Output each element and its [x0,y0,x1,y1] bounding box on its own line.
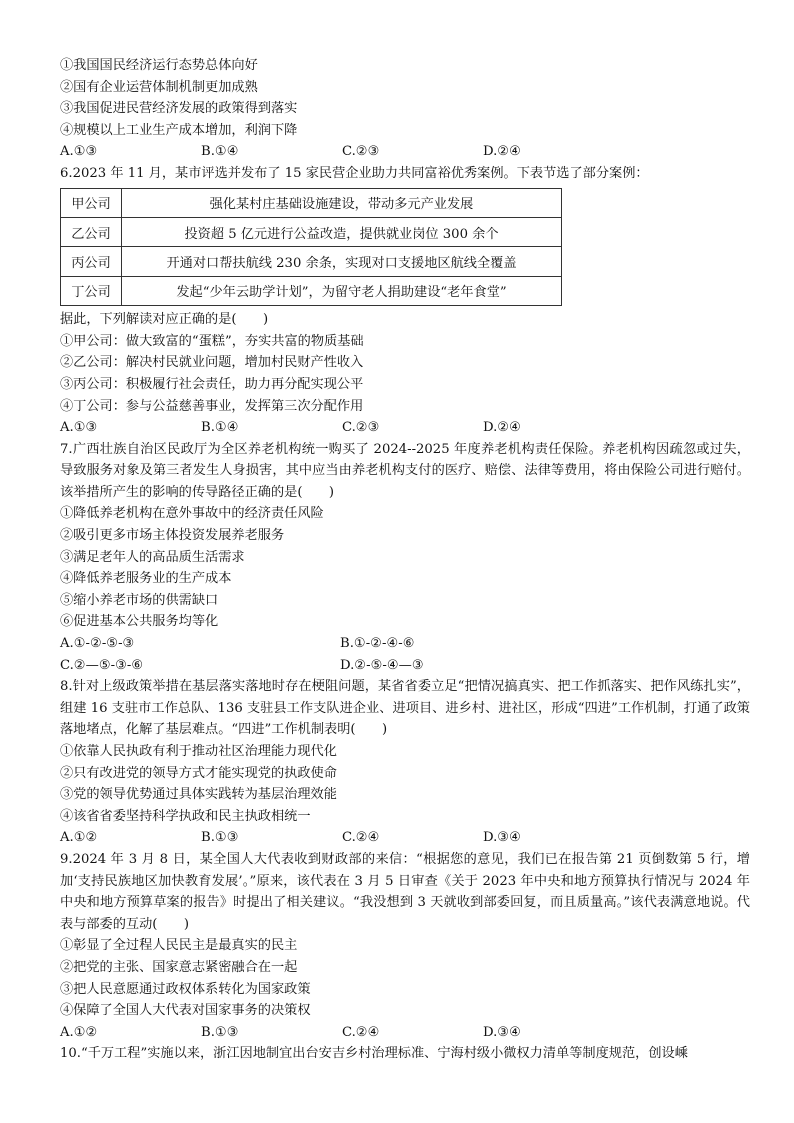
q7-option-c: C.②—⑤-③-⑥ [60,657,144,673]
q7-items [60,503,750,633]
q7-item: ②吸引更多市场主体投资发展养老服务 [60,528,285,544]
q7-options-row1 [60,633,750,655]
q6-items [60,331,750,417]
q7-item: ⑥促进基本公共服务均等化 [60,614,219,630]
q9-item: ②把党的主张、国家意志紧密融合在一起 [60,959,298,975]
case-cell: 发起“少年云助学计划”，为留守老人捐助建设“老年食堂” [122,276,562,305]
q6-options [60,417,750,439]
q5-item: ③我国促进民营经济发展的政策得到落实 [60,101,298,117]
q5-option-b: B.①④ [201,144,239,160]
q6-question: 据此，下列解读对应正确的是( ) [60,312,269,328]
case-cell: 强化某村庄基础设施建设，带动多元产业发展 [122,188,562,217]
q9-item: ①彰显了全过程人民民主是最真实的民主 [60,938,298,954]
q6-case-table [60,188,562,307]
q8-option-d: D.③④ [483,830,521,846]
q9-option-b: B.①③ [201,1024,239,1040]
q8-option-b: B.①③ [201,830,239,846]
company-cell: 甲公司 [61,188,122,217]
exam-page [60,55,750,1065]
company-cell: 丁公司 [61,276,122,305]
q7-item: ⑤缩小养老市场的供需缺口 [60,592,219,608]
q6-item: ①甲公司：做大致富的“蛋糕”，夯实共富的物质基础 [60,333,364,349]
q6-option-d: D.②④ [483,420,521,436]
q9-option-c: C.②④ [342,1024,380,1040]
q7-item: ①降低养老机构在意外事故中的经济责任风险 [60,506,324,522]
q6-item: ②乙公司：解决村民就业问题，增加村民财产性收入 [60,355,364,371]
q7-stem: 7.广西壮族自治区民政厅为全区养老机构统一购买了 2024--2025 年度养老机构责任保险。养老机构因疏忽或过失，导致服务对象及第三者发生人身损害，其中应当由养老机构支付的医疗、赔偿、法律等费用，将由保险公司进行赔付。该举措所产生的影响的传导路径正确的是( ) [60,441,750,500]
q5-option-a: A.①③ [60,144,98,160]
q9-items [60,935,750,1021]
q5-item: ④规模以上工业生产成本增加，利润下降 [60,122,298,138]
q5-option-d: D.②④ [483,144,521,160]
q5-item: ②国有企业运营体制机制更加成熟 [60,79,258,95]
q9-option-a: A.①② [60,1024,98,1040]
table-row [61,217,562,246]
q8-item: ④该省省委坚持科学执政和民主执政相统一 [60,808,311,824]
case-cell: 开通对口帮扶航线 230 余条，实现对口支援地区航线全覆盖 [122,247,562,276]
q5-items [60,55,750,141]
q9-options [60,1022,750,1044]
q8-stem: 8.针对上级政策举措在基层落实落地时存在梗阻问题，某省省委立足“把情况搞真实、把工作抓落实、把作风练扎实”，组建 16 支驻市工作总队、136 支驻县工作支队进企业、进项目、进乡村、进社区，形成“四进”工作机制，打通了政策落地堵点，化解了基层难点。“四进”工作机制表明( ) [60,679,750,738]
q8-options [60,827,750,849]
case-cell: 投资超 5 亿元进行公益改造，提供就业岗位 300 余个 [122,217,562,246]
q7-option-a: A.①-②-⑤-③ [60,636,135,652]
q6-item: ④丁公司：参与公益慈善事业，发挥第三次分配作用 [60,398,364,414]
q7-options-row2 [60,655,750,677]
q7-item: ③满足老年人的高品质生活需求 [60,549,245,565]
table-row [61,247,562,276]
q9-stem: 9.2024 年 3 月 8 日，某全国人大代表收到财政部的来信：“根据您的意见，我们已在报告第 21 页倒数第 5 行，增加‘支持民族地区加快教育发展’。”原来，该代表在 3 月 5 日审查《关于 2023 年中央和地方预算执行情况与 2024 年中央和地方预算草案的报告》时提出了相关建议。“我没想到 3 天就收到部委回复，而且质量高。”该代表满意地说。代表与部委的互动( ) [60,851,750,932]
q8-item: ①依靠人民执政有利于推动社区治理能力现代化 [60,744,337,759]
q6-stem: 6.2023 年 11 月，某市评选并发布了 15 家民营企业助力共同富裕优秀案例。下表节选了部分案例： [60,165,649,181]
q7-item: ④降低养老服务业的生产成本 [60,571,232,587]
q8-item: ②只有改进党的领导方式才能实现党的执政使命 [60,765,337,781]
q6-item: ③丙公司：积极履行社会责任，助力再分配实现公平 [60,376,364,392]
q8-item: ③党的领导优势通过具体实践转为基层治理效能 [60,787,337,803]
q8-items [60,741,750,827]
q5-options [60,141,750,163]
q7-option-b: B.①-②-④-⑥ [340,636,415,652]
q5-option-c: C.②③ [342,144,380,160]
q9-item: ③把人民意愿通过政权体系转化为国家政策 [60,981,311,997]
company-cell: 乙公司 [61,217,122,246]
q9-item: ④保障了全国人大代表对国家事务的决策权 [60,1003,311,1019]
q6-option-c: C.②③ [342,420,380,436]
q8-option-c: C.②④ [342,830,380,846]
q6-option-b: B.①④ [201,420,239,436]
q7-option-d: D.②-⑤-④—③ [340,657,424,673]
table-row [61,276,562,305]
q10-stem: 10.“千万工程”实施以来，浙江因地制宜出台安吉乡村治理标准、宁海村级小微权力清单等制度规范，创设嵊 [60,1046,688,1062]
table-row [61,188,562,217]
q9-option-d: D.③④ [483,1024,521,1040]
q5-item: ①我国国民经济运行态势总体向好 [60,58,258,73]
q8-option-a: A.①② [60,830,98,846]
q6-option-a: A.①③ [60,420,98,436]
company-cell: 丙公司 [61,247,122,276]
